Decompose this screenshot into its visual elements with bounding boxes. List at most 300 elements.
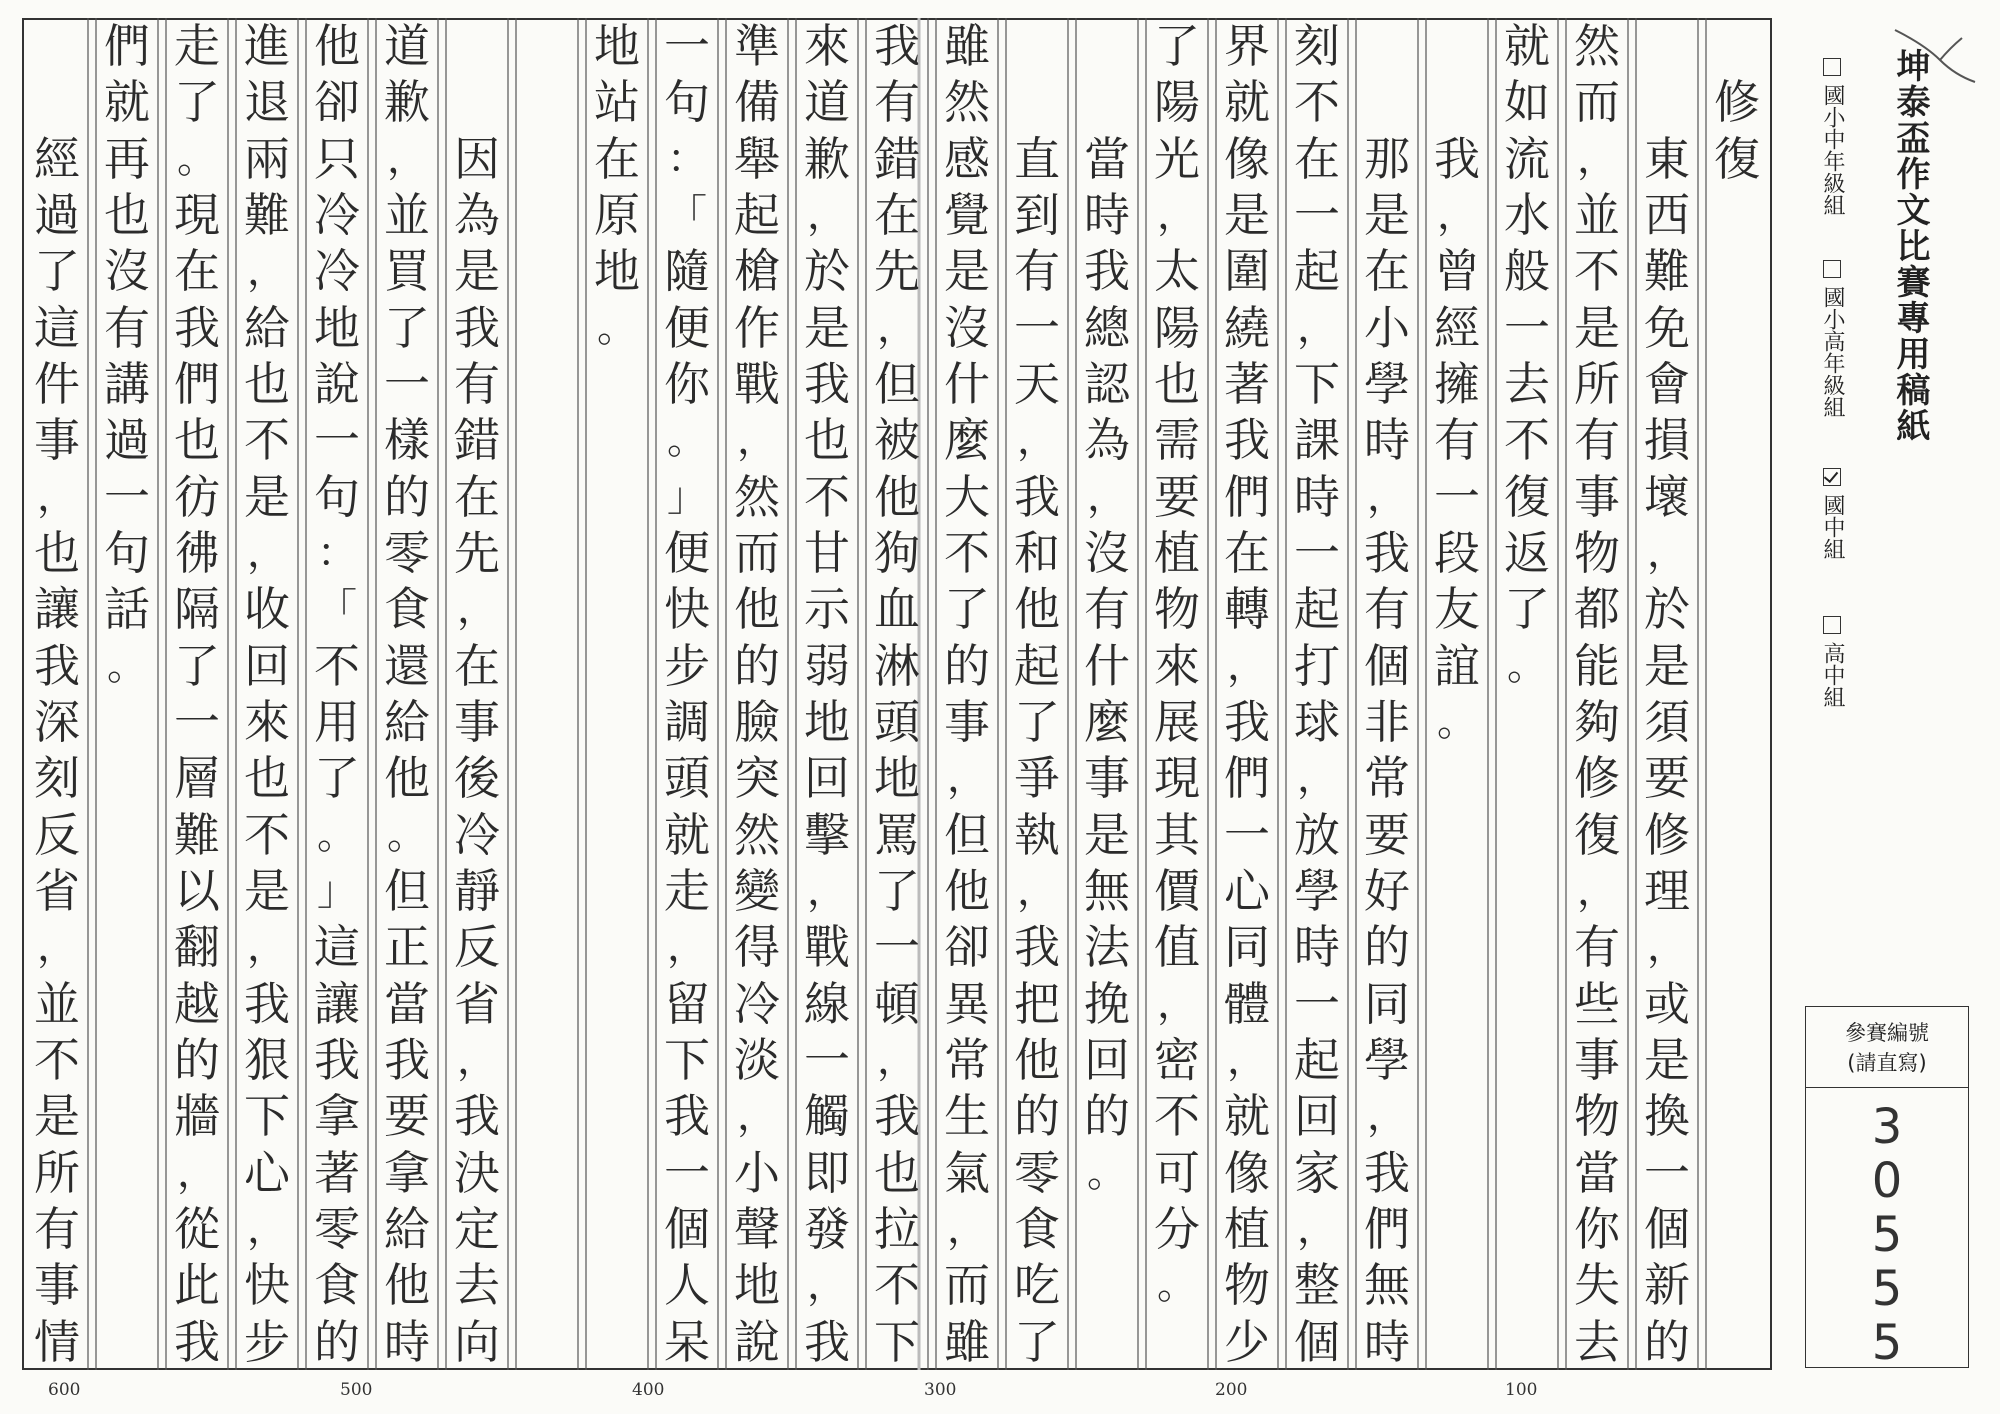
grid-cell: 一: [664, 1145, 710, 1200]
grid-cell: 麼: [1084, 695, 1130, 750]
grid-cell: 戰: [804, 920, 850, 975]
grid-cell: 著: [314, 1145, 360, 1200]
essay-column: [726, 18, 788, 1370]
grid-cell: 個: [664, 1202, 710, 1257]
option-label: 高中組: [1820, 642, 1845, 708]
checkbox-senior-high[interactable]: [1823, 616, 1841, 634]
grid-cell: 起: [734, 188, 780, 243]
grid-cell: 因: [454, 131, 500, 186]
grid-cell: [516, 976, 578, 1032]
grid-cell: ，: [1297, 755, 1337, 802]
essay-column: [1146, 18, 1208, 1370]
grid-cell: 深: [34, 695, 80, 750]
grid-cell: 也: [244, 357, 290, 412]
grid-cell: 起: [1294, 1033, 1340, 1088]
option-senior-high[interactable]: [1808, 616, 1848, 708]
grid-cell: [516, 694, 578, 750]
grid-cell: 的: [734, 638, 780, 693]
grid-cell: 難: [244, 188, 290, 243]
grid-cell: 。: [1157, 1262, 1197, 1309]
grid-cell: 回: [804, 751, 850, 806]
grid-cell: [1426, 807, 1488, 863]
grid-cell: [516, 18, 578, 74]
grid-cell: 西: [1644, 188, 1690, 243]
grid-cell: 放: [1294, 807, 1340, 862]
grid-cell: 零: [314, 1202, 360, 1257]
grid-cell: [516, 638, 578, 694]
grid-cell: 於: [804, 244, 850, 299]
grid-cell: 備: [734, 75, 780, 130]
grid-cell: 他: [314, 19, 360, 74]
grid-cell: 了: [1504, 582, 1550, 637]
grid-cell: 是: [1224, 188, 1270, 243]
grid-cell: 拉: [874, 1202, 920, 1257]
grid-cell: 了: [314, 751, 360, 806]
grid-cell: 地: [734, 1258, 780, 1313]
grid-cell: 戰: [734, 357, 780, 412]
option-label: 國小中年級組: [1820, 84, 1845, 216]
grid-cell: 的: [1364, 920, 1410, 975]
grid-cell: 也: [874, 1145, 920, 1200]
grid-cell: [1636, 18, 1698, 74]
grid-cell: 非: [1364, 695, 1410, 750]
grid-cell: 槍: [734, 244, 780, 299]
grid-cell: 冷: [734, 976, 780, 1031]
grid-cell: 來: [1154, 638, 1200, 693]
grid-cell: 句: [664, 75, 710, 130]
grid-cell: 不: [1504, 413, 1550, 468]
grid-cell: [1426, 18, 1488, 74]
grid-cell: [586, 694, 648, 750]
writing-grid: [22, 18, 1772, 1370]
grid-cell: 水: [1504, 188, 1550, 243]
grid-cell: [1706, 1032, 1768, 1088]
grid-cell: 地: [594, 19, 640, 74]
grid-cell: 正: [384, 920, 430, 975]
form-sidebar: [1780, 18, 1985, 1370]
grid-cell: [516, 469, 578, 525]
grid-cell: 太: [1154, 244, 1200, 299]
grid-cell: 句: [104, 526, 150, 581]
grid-cell: 不: [804, 469, 850, 524]
grid-cell: 友: [1434, 582, 1480, 637]
grid-cell: 反: [34, 807, 80, 862]
grid-cell: 要: [1364, 807, 1410, 862]
grid-cell: 認: [1084, 357, 1130, 412]
entry-id-label-main: 參賽編號: [1845, 1021, 1929, 1045]
grid-cell: 」: [667, 473, 707, 520]
grid-cell: 來: [244, 695, 290, 750]
grid-cell: ，: [1437, 192, 1477, 239]
grid-cell: 個: [1644, 1202, 1690, 1257]
grid-cell: 也: [104, 188, 150, 243]
grid-cell: [26, 18, 88, 74]
grid-cell: 起: [1014, 638, 1060, 693]
grid-cell: 們: [174, 357, 220, 412]
grid-cell: 一: [1294, 976, 1340, 1031]
grid-cell: 並: [34, 976, 80, 1031]
grid-cell: 準: [734, 19, 780, 74]
grid-cell: ，: [877, 304, 917, 351]
essay-column: [936, 18, 998, 1370]
grid-cell: 錯: [454, 413, 500, 468]
grid-cell: 呆: [664, 1314, 710, 1369]
grid-cell: 不: [244, 413, 290, 468]
grid-cell: [1636, 74, 1698, 130]
grid-cell: 。: [317, 811, 357, 858]
grid-cell: 有: [1574, 920, 1620, 975]
grid-cell: 步: [664, 638, 710, 693]
grid-cell: 。: [107, 642, 147, 689]
grid-cell: 就: [664, 807, 710, 862]
grid-cell: 在: [174, 244, 220, 299]
grid-cell: 修: [1574, 751, 1620, 806]
grid-cell: ，: [1297, 1206, 1337, 1253]
grid-cell: ，: [1577, 135, 1617, 182]
grid-cell: 雖: [944, 19, 990, 74]
grid-cell: [96, 863, 158, 919]
grid-cell: [1496, 976, 1558, 1032]
grid-cell: 用: [314, 695, 360, 750]
grid-cell: 是: [1644, 638, 1690, 693]
option-label: 國中組: [1820, 494, 1845, 560]
grid-cell: 什: [1084, 638, 1130, 693]
grid-cell: 我: [1014, 920, 1060, 975]
grid-cell: 回: [1294, 1089, 1340, 1144]
grid-cell: [1706, 243, 1768, 299]
grid-cell: 退: [244, 75, 290, 130]
grid-cell: ，: [247, 530, 287, 577]
grid-cell: [446, 74, 508, 130]
grid-cell: ，: [807, 1262, 847, 1309]
essay-column: [1636, 18, 1698, 1370]
grid-cell: 我: [1084, 244, 1130, 299]
grid-cell: 心: [244, 1145, 290, 1200]
grid-cell: 我: [454, 1089, 500, 1144]
grid-cell: [516, 1145, 578, 1201]
grid-cell: 為: [1084, 413, 1130, 468]
grid-cell: ，: [947, 755, 987, 802]
grid-cell: [586, 412, 648, 468]
grid-cell: ，: [947, 1206, 987, 1253]
grid-cell: 要: [1154, 469, 1200, 524]
grid-cell: 不: [314, 638, 360, 693]
grid-cell: 下: [664, 1033, 710, 1088]
grid-cell: [516, 581, 578, 637]
entry-id-digit: 5: [1871, 1261, 1903, 1317]
grid-cell: 我: [1364, 1145, 1410, 1200]
char-count-marker: 500: [340, 1380, 373, 1400]
grid-cell: 然: [734, 469, 780, 524]
entry-id-label: [1806, 1007, 1968, 1088]
grid-cell: [586, 525, 648, 581]
grid-cell: ，: [1017, 417, 1057, 464]
grid-cell: [96, 976, 158, 1032]
grid-cell: 無: [1364, 1258, 1410, 1313]
grid-cell: [1426, 976, 1488, 1032]
grid-cell: 他: [944, 864, 990, 919]
grid-cell: [1076, 1314, 1138, 1370]
grid-cell: 就: [1224, 1089, 1270, 1144]
grid-cell: [1496, 1201, 1558, 1257]
grid-cell: [1706, 581, 1768, 637]
grid-cell: 拿: [384, 1145, 430, 1200]
grid-cell: ，: [457, 1037, 497, 1084]
grid-cell: 有: [1574, 413, 1620, 468]
grid-cell: 我: [874, 19, 920, 74]
grid-cell: 但: [944, 807, 990, 862]
grid-cell: 會: [1644, 357, 1690, 412]
grid-cell: 感: [944, 131, 990, 186]
checkbox-junior-high[interactable]: [1823, 468, 1841, 486]
grid-cell: [1706, 1257, 1768, 1313]
grid-cell: [1426, 1257, 1488, 1313]
grid-cell: 像: [1224, 131, 1270, 186]
grid-cell: ，: [247, 248, 287, 295]
grid-cell: 一: [1224, 807, 1270, 862]
grid-cell: 就: [1224, 75, 1270, 130]
grid-cell: 有: [1434, 413, 1480, 468]
essay-column: [866, 18, 928, 1370]
grid-cell: [1706, 300, 1768, 356]
grid-cell: 臉: [734, 695, 780, 750]
entry-id-digit: 5: [1871, 1207, 1903, 1263]
grid-cell: [516, 131, 578, 187]
essay-column: [1426, 18, 1488, 1370]
grid-cell: 返: [1504, 526, 1550, 581]
entry-id-box: [1805, 1006, 1969, 1371]
essay-column: [656, 18, 718, 1370]
grid-cell: 難: [1644, 244, 1690, 299]
grid-cell: 罵: [874, 807, 920, 862]
grid-cell: 個: [1294, 1314, 1340, 1369]
essay-column: [376, 18, 438, 1370]
grid-cell: 他: [1014, 582, 1060, 637]
grid-cell: ，: [457, 586, 497, 633]
grid-cell: 為: [454, 188, 500, 243]
entry-id-value[interactable]: [1806, 1088, 1968, 1370]
grid-cell: 復: [1714, 131, 1760, 186]
grid-cell: 去: [454, 1258, 500, 1313]
option-elementary-middle[interactable]: [1808, 58, 1848, 216]
grid-cell: 卻: [944, 920, 990, 975]
grid-cell: ，: [1647, 924, 1687, 971]
grid-cell: 在: [1364, 244, 1410, 299]
char-count-marker: 100: [1505, 1380, 1538, 1400]
grid-cell: [1496, 863, 1558, 919]
grid-cell: 是: [454, 244, 500, 299]
grid-cell: 去: [1574, 1314, 1620, 1369]
grid-cell: 事: [34, 413, 80, 468]
grid-cell: 異: [944, 976, 990, 1031]
grid-cell: 樣: [384, 413, 430, 468]
grid-cell: 下: [1294, 357, 1340, 412]
grid-cell: 繞: [1224, 300, 1270, 355]
grid-cell: 快: [664, 582, 710, 637]
grid-cell: 食: [384, 582, 430, 637]
grid-cell: [1706, 694, 1768, 750]
grid-cell: 了: [174, 638, 220, 693]
grid-cell: [516, 243, 578, 299]
grid-cell: 然: [944, 75, 990, 130]
grid-cell: 物: [1574, 1089, 1620, 1144]
grid-cell: 把: [1014, 976, 1060, 1031]
grid-cell: 便: [664, 526, 710, 581]
form-title: 坤泰盃作文比賽專用稿紙: [1890, 48, 1930, 444]
grid-cell: 一: [384, 357, 430, 412]
grid-cell: [1496, 919, 1558, 975]
grid-cell: ，: [807, 868, 847, 915]
grid-cell: 學: [1364, 357, 1410, 412]
grid-cell: 突: [734, 751, 780, 806]
grid-cell: 生: [944, 1089, 990, 1144]
grid-cell: 一: [1294, 526, 1340, 581]
grid-cell: [1426, 1088, 1488, 1144]
grid-cell: 在: [874, 188, 920, 243]
essay-column: [96, 18, 158, 1370]
grid-cell: 是: [1574, 300, 1620, 355]
grid-cell: ：: [317, 530, 357, 577]
grid-cell: 事: [1084, 751, 1130, 806]
essay-column: [1076, 18, 1138, 1370]
grid-cell: 大: [944, 469, 990, 524]
option-label: 國小高年級組: [1820, 286, 1845, 418]
grid-cell: 買: [384, 244, 430, 299]
grid-cell: [1496, 694, 1558, 750]
grid-cell: 常: [944, 1033, 990, 1088]
grid-cell: ，: [1367, 473, 1407, 520]
grid-cell: 而: [1574, 75, 1620, 130]
grid-cell: 直: [1014, 131, 1060, 186]
grid-cell: 的: [174, 1033, 220, 1088]
grid-cell: 牆: [174, 1089, 220, 1144]
grid-cell: 們: [1224, 469, 1270, 524]
grid-cell: 這: [314, 920, 360, 975]
grid-cell: 隔: [174, 582, 220, 637]
grid-cell: 再: [104, 131, 150, 186]
grid-cell: 壞: [1644, 469, 1690, 524]
grid-cell: 是: [34, 1089, 80, 1144]
grid-cell: 。: [597, 304, 637, 351]
grid-cell: 一: [1434, 469, 1480, 524]
grid-cell: 那: [1364, 131, 1410, 186]
grid-cell: 在: [454, 469, 500, 524]
grid-cell: 也: [34, 526, 80, 581]
grid-cell: [1706, 750, 1768, 806]
grid-cell: [1706, 412, 1768, 468]
grid-cell: 還: [384, 638, 430, 693]
grid-cell: [96, 1088, 158, 1144]
grid-cell: [1076, 1201, 1138, 1257]
grid-cell: 但: [874, 357, 920, 412]
grid-cell: 體: [1224, 976, 1270, 1031]
grid-cell: 回: [1084, 1033, 1130, 1088]
grid-cell: 事: [1574, 1033, 1620, 1088]
grid-cell: 給: [384, 695, 430, 750]
grid-cell: 事: [944, 695, 990, 750]
grid-cell: 理: [1644, 864, 1690, 919]
grid-cell: 植: [1154, 526, 1200, 581]
grid-cell: [586, 1145, 648, 1201]
grid-cell: 。: [387, 811, 427, 858]
grid-cell: 得: [734, 920, 780, 975]
grid-cell: 起: [1294, 244, 1340, 299]
grid-cell: 如: [1504, 75, 1550, 130]
grid-cell: 誼: [1434, 638, 1480, 693]
grid-cell: ，: [807, 192, 847, 239]
grid-cell: 有: [34, 1202, 80, 1257]
grid-cell: 淡: [734, 1033, 780, 1088]
grid-cell: [1496, 807, 1558, 863]
grid-cell: [1706, 1088, 1768, 1144]
grid-cell: 難: [174, 807, 220, 862]
grid-cell: 不: [1574, 244, 1620, 299]
grid-cell: 了: [1014, 1314, 1060, 1369]
grid-cell: [446, 18, 508, 74]
grid-cell: 的: [384, 469, 430, 524]
grid-cell: 我: [34, 638, 80, 693]
grid-cell: [516, 1257, 578, 1313]
grid-cell: 事: [1574, 469, 1620, 524]
grid-cell: [586, 807, 648, 863]
grid-cell: ，: [1367, 1093, 1407, 1140]
grid-cell: ，: [667, 924, 707, 971]
option-junior-high[interactable]: [1808, 468, 1848, 560]
grid-cell: 擊: [804, 807, 850, 862]
grid-cell: 沒: [104, 244, 150, 299]
grid-cell: ，: [877, 1037, 917, 1084]
grid-cell: 不: [1294, 75, 1340, 130]
grid-cell: 快: [244, 1258, 290, 1313]
grid-cell: ，: [1157, 192, 1197, 239]
grid-cell: [586, 469, 648, 525]
grid-cell: 般: [1504, 244, 1550, 299]
grid-cell: 所: [34, 1145, 80, 1200]
grid-cell: 此: [174, 1258, 220, 1313]
grid-cell: 「: [667, 192, 707, 239]
grid-cell: 植: [1224, 1202, 1270, 1257]
checkbox-elementary-middle[interactable]: [1823, 58, 1841, 76]
grid-cell: 弱: [804, 638, 850, 693]
grid-cell: 家: [1294, 1145, 1340, 1200]
grid-cell: [1496, 750, 1558, 806]
grid-cell: [516, 187, 578, 243]
grid-cell: 下: [244, 1089, 290, 1144]
grid-cell: 地: [314, 300, 360, 355]
essay-column: [796, 18, 858, 1370]
grid-cell: 聲: [734, 1202, 780, 1257]
grid-cell: [1076, 74, 1138, 130]
grid-cell: ，: [247, 1206, 287, 1253]
char-count-marker: 400: [632, 1380, 665, 1400]
grid-cell: ，: [37, 473, 77, 520]
grid-cell: 總: [1084, 300, 1130, 355]
grid-cell: 說: [314, 357, 360, 412]
option-elementary-upper[interactable]: [1808, 260, 1848, 418]
grid-cell: 免: [1644, 300, 1690, 355]
grid-cell: 的: [1014, 1089, 1060, 1144]
grid-cell: 不: [944, 526, 990, 581]
grid-cell: 需: [1154, 413, 1200, 468]
grid-cell: 起: [1294, 582, 1340, 637]
grid-cell: 了: [874, 864, 920, 919]
grid-cell: 也: [804, 413, 850, 468]
grid-cell: [1706, 525, 1768, 581]
grid-cell: 的: [1644, 1314, 1690, 1369]
checkbox-elementary-upper[interactable]: [1823, 260, 1841, 278]
grid-cell: 圍: [1224, 244, 1270, 299]
grid-cell: 有: [104, 300, 150, 355]
